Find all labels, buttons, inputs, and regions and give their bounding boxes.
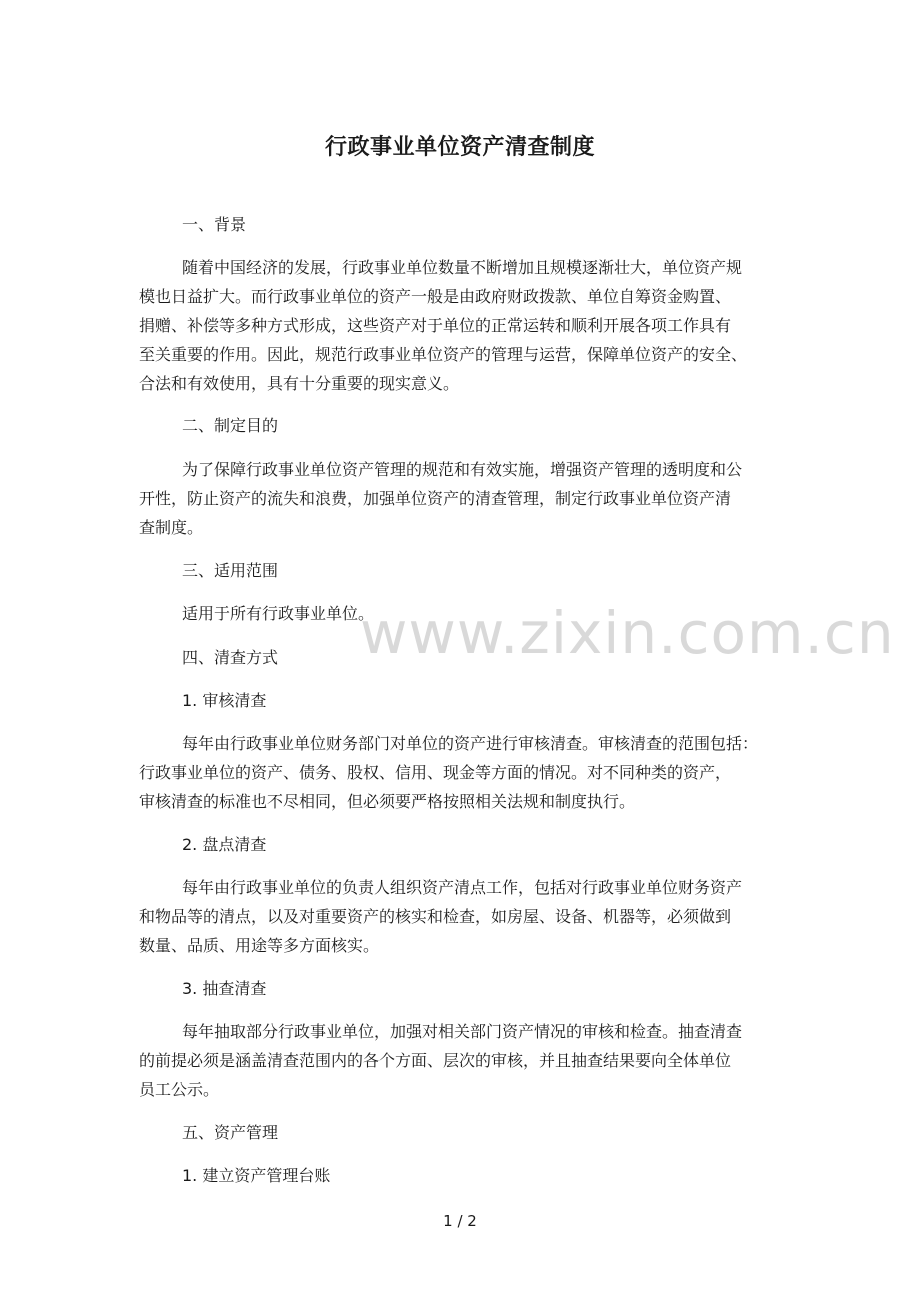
paragraph-inventory bbox=[139, 873, 799, 960]
paragraph-line: 捐赠、补偿等多种方式形成，这些资产对于单位的正常运转和顺利开展各项工作具有 bbox=[139, 316, 732, 335]
subsection-heading-audit: 1. 审核清查 bbox=[182, 691, 267, 710]
paragraph-line: 审核清查的标准也不尽相同，但必须要严格按照相关法规和制度执行。 bbox=[139, 792, 636, 811]
watermark-text: www.zixin.com.cn bbox=[360, 599, 895, 667]
section-heading-scope: 三、适用范围 bbox=[182, 561, 279, 580]
paragraph-line: 每年由行政事业单位财务部门对单位的资产进行审核清查。审核清查的范围包括： bbox=[182, 734, 759, 753]
paragraph-line: 数量、品质、用途等多方面核实。 bbox=[139, 936, 380, 955]
paragraph-line: 为了保障行政事业单位资产管理的规范和有效实施，增强资产管理的透明度和公 bbox=[182, 460, 743, 479]
document-title: 行政事业单位资产清查制度 bbox=[324, 135, 595, 160]
paragraph-line: 模也日益扩大。而行政事业单位的资产一般是由政府财政拨款、单位自筹资金购置、 bbox=[139, 287, 732, 306]
paragraph-purpose bbox=[139, 455, 799, 542]
paragraph-line: 行政事业单位的资产、债务、股权、信用、现金等方面的情况。对不同种类的资产， bbox=[139, 763, 732, 782]
section-heading-purpose: 二、制定目的 bbox=[182, 416, 279, 435]
subsection-heading-ledger: 1. 建立资产管理台账 bbox=[182, 1166, 331, 1185]
paragraph-line: 的前提必须是涵盖清查范围内的各个方面、层次的审核，并且抽查结果要向全体单位 bbox=[139, 1051, 732, 1070]
page-number: 1 / 2 bbox=[443, 1212, 477, 1230]
paragraph-line: 开性，防止资产的流失和浪费，加强单位资产的清查管理，制定行政事业单位资产清 bbox=[139, 489, 732, 508]
paragraph-background bbox=[139, 253, 799, 398]
paragraph-line: 每年抽取部分行政事业单位，加强对相关部门资产情况的审核和检查。抽查清查 bbox=[182, 1022, 743, 1041]
subsection-heading-inventory: 2. 盘点清查 bbox=[182, 835, 267, 854]
section-heading-asset-management: 五、资产管理 bbox=[182, 1123, 279, 1142]
paragraph-spot-check bbox=[139, 1017, 799, 1104]
section-heading-background: 一、背景 bbox=[182, 215, 247, 234]
section-heading-methods: 四、清查方式 bbox=[182, 648, 279, 667]
paragraph-scope: 适用于所有行政事业单位。 bbox=[182, 604, 375, 623]
paragraph-line: 合法和有效使用，具有十分重要的现实意义。 bbox=[139, 374, 460, 393]
paragraph-line: 员工公示。 bbox=[139, 1080, 220, 1099]
subsection-heading-spot-check: 3. 抽查清查 bbox=[182, 979, 267, 998]
paragraph-line: 每年由行政事业单位的负责人组织资产清点工作，包括对行政事业单位财务资产 bbox=[182, 878, 743, 897]
paragraph-line: 查制度。 bbox=[139, 518, 204, 537]
paragraph-line: 随着中国经济的发展，行政事业单位数量不断增加且规模逐渐壮大，单位资产规 bbox=[182, 258, 743, 277]
paragraph-audit bbox=[139, 729, 799, 816]
paragraph-line: 和物品等的清点，以及对重要资产的核实和检查，如房屋、设备、机器等，必须做到 bbox=[139, 907, 732, 926]
paragraph-line: 至关重要的作用。因此，规范行政事业单位资产的管理与运营，保障单位资产的安全、 bbox=[139, 345, 748, 364]
